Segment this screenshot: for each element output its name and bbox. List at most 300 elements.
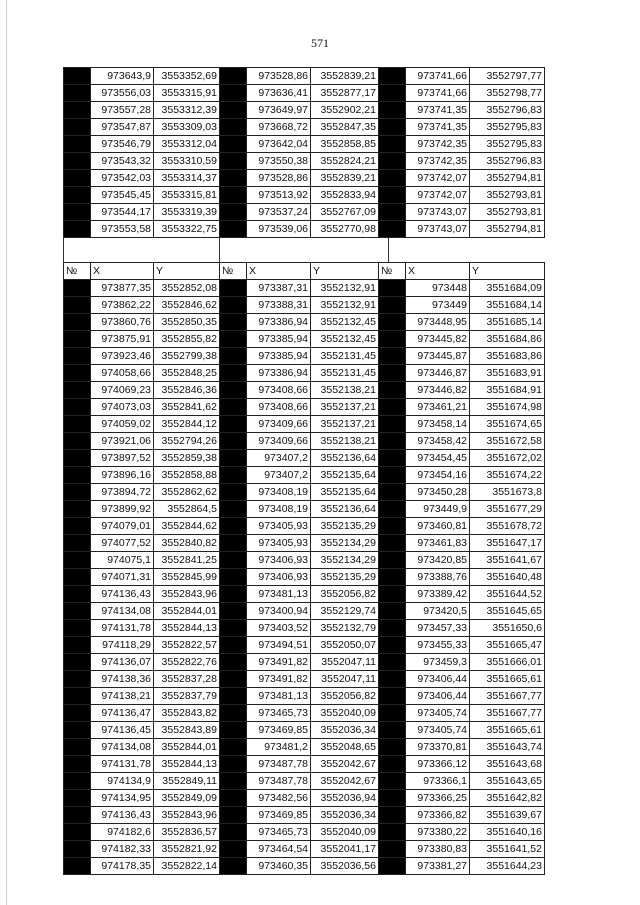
redacted-number-cell: [64, 535, 91, 552]
table-row: [64, 399, 545, 416]
redacted-number-cell: [64, 501, 91, 518]
redacted-number-cell: [64, 637, 91, 654]
coord-x-cell: 973899,92: [91, 501, 154, 518]
coord-y-cell: 3551666,01: [470, 654, 545, 671]
coord-y-cell: 3551685,14: [470, 314, 545, 331]
coord-y-cell: 3552138,21: [311, 433, 379, 450]
coord-x-cell: 973553,58: [91, 221, 154, 238]
table-row: [64, 756, 545, 773]
coord-x-cell: 973481,2: [247, 739, 311, 756]
coordinates-table-bottom: [63, 262, 545, 875]
coord-y-cell: 3552041,17: [311, 841, 379, 858]
coordinates-table-top: [63, 67, 545, 238]
coord-x-cell: 973457,33: [406, 620, 470, 637]
header-y-3: Y: [470, 263, 545, 280]
coord-y-cell: 3552844,12: [154, 416, 220, 433]
redacted-number-cell: [64, 348, 91, 365]
coord-x-cell: 974136,45: [91, 722, 154, 739]
coord-x-cell: 973406,93: [247, 552, 311, 569]
redacted-number-cell: [220, 535, 247, 552]
coord-x-cell: 973405,93: [247, 518, 311, 535]
redacted-number-cell: [379, 399, 406, 416]
coord-x-cell: 973860,76: [91, 314, 154, 331]
coord-y-cell: 3552050,07: [311, 637, 379, 654]
coord-y-cell: 3552839,21: [311, 170, 379, 187]
coord-x-cell: 974075,1: [91, 552, 154, 569]
redacted-number-cell: [64, 136, 91, 153]
coord-y-cell: 3552837,79: [154, 688, 220, 705]
redacted-number-cell: [379, 119, 406, 136]
redacted-number-cell: [379, 221, 406, 238]
coord-x-cell: 973446,82: [406, 382, 470, 399]
redacted-number-cell: [220, 569, 247, 586]
coord-y-cell: 3552042,67: [311, 773, 379, 790]
coord-y-cell: 3552844,13: [154, 756, 220, 773]
coord-y-cell: 3551674,65: [470, 416, 545, 433]
table-row: [64, 671, 545, 688]
coord-x-cell: 974069,23: [91, 382, 154, 399]
coord-x-cell: 973482,56: [247, 790, 311, 807]
redacted-number-cell: [220, 102, 247, 119]
coord-x-cell: 974136,43: [91, 807, 154, 824]
coord-y-cell: 3552136,64: [311, 501, 379, 518]
coord-y-cell: 3551643,68: [470, 756, 545, 773]
table-row: [64, 68, 545, 85]
coord-x-cell: 973387,31: [247, 280, 311, 297]
redacted-number-cell: [220, 807, 247, 824]
redacted-number-cell: [220, 773, 247, 790]
coord-y-cell: 3552821,92: [154, 841, 220, 858]
redacted-number-cell: [379, 739, 406, 756]
redacted-number-cell: [379, 790, 406, 807]
redacted-number-cell: [64, 773, 91, 790]
coord-y-cell: 3551640,48: [470, 569, 545, 586]
redacted-number-cell: [220, 756, 247, 773]
table-row: [64, 85, 545, 102]
coord-x-cell: 973460,81: [406, 518, 470, 535]
redacted-number-cell: [220, 603, 247, 620]
coord-y-cell: 3551683,91: [470, 365, 545, 382]
redacted-number-cell: [64, 552, 91, 569]
coord-x-cell: 973448: [406, 280, 470, 297]
redacted-number-cell: [379, 569, 406, 586]
redacted-number-cell: [379, 170, 406, 187]
redacted-number-cell: [220, 586, 247, 603]
redacted-number-cell: [220, 119, 247, 136]
redacted-number-cell: [220, 153, 247, 170]
coord-x-cell: 973491,82: [247, 654, 311, 671]
coord-y-cell: 3552795,83: [470, 119, 545, 136]
coord-x-cell: 973461,83: [406, 535, 470, 552]
coord-y-cell: 3552841,25: [154, 552, 220, 569]
coord-x-cell: 973894,72: [91, 484, 154, 501]
redacted-number-cell: [220, 790, 247, 807]
redacted-number-cell: [379, 773, 406, 790]
coord-y-cell: 3552799,38: [154, 348, 220, 365]
coord-y-cell: 3551672,02: [470, 450, 545, 467]
coord-x-cell: 973385,94: [247, 348, 311, 365]
redacted-number-cell: [220, 221, 247, 238]
coord-y-cell: 3551674,98: [470, 399, 545, 416]
coord-x-cell: 973386,94: [247, 314, 311, 331]
coord-y-cell: 3552858,85: [311, 136, 379, 153]
coord-x-cell: 973405,74: [406, 705, 470, 722]
coord-x-cell: 973649,97: [247, 102, 311, 119]
coord-y-cell: 3552036,34: [311, 722, 379, 739]
table-row: [64, 280, 545, 297]
coord-y-cell: 3552132,91: [311, 280, 379, 297]
redacted-number-cell: [220, 170, 247, 187]
coord-y-cell: 3552902,21: [311, 102, 379, 119]
coord-y-cell: 3552132,91: [311, 297, 379, 314]
header-no-1: №: [64, 263, 91, 280]
redacted-number-cell: [379, 314, 406, 331]
coord-y-cell: 3552877,17: [311, 85, 379, 102]
redacted-number-cell: [220, 365, 247, 382]
coord-x-cell: 973449,9: [406, 501, 470, 518]
coord-y-cell: 3552843,96: [154, 807, 220, 824]
header-x-2: X: [247, 263, 311, 280]
coord-y-cell: 3552794,81: [470, 170, 545, 187]
coord-x-cell: 973381,27: [406, 858, 470, 875]
header-y-2: Y: [311, 263, 379, 280]
redacted-number-cell: [220, 204, 247, 221]
redacted-number-cell: [64, 433, 91, 450]
redacted-number-cell: [64, 671, 91, 688]
coord-y-cell: 3552040,09: [311, 705, 379, 722]
redacted-number-cell: [64, 620, 91, 637]
redacted-number-cell: [379, 136, 406, 153]
table-row: [64, 858, 545, 875]
redacted-number-cell: [64, 119, 91, 136]
coord-x-cell: 973408,66: [247, 399, 311, 416]
coord-x-cell: 973408,66: [247, 382, 311, 399]
coord-x-cell: 973544,17: [91, 204, 154, 221]
coord-x-cell: 973380,22: [406, 824, 470, 841]
coord-x-cell: 973366,25: [406, 790, 470, 807]
coord-x-cell: 973449: [406, 297, 470, 314]
coord-x-cell: 973455,33: [406, 637, 470, 654]
redacted-number-cell: [379, 535, 406, 552]
coord-y-cell: 3551641,52: [470, 841, 545, 858]
coord-y-cell: 3553319,39: [154, 204, 220, 221]
redacted-number-cell: [220, 654, 247, 671]
gap-divider-mid: [219, 237, 220, 262]
redacted-number-cell: [64, 467, 91, 484]
coord-x-cell: 974134,95: [91, 790, 154, 807]
coord-y-cell: 3552844,01: [154, 603, 220, 620]
coord-y-cell: 3552849,09: [154, 790, 220, 807]
table-row: [64, 688, 545, 705]
coord-x-cell: 973386,94: [247, 365, 311, 382]
coord-y-cell: 3552836,57: [154, 824, 220, 841]
coord-x-cell: 973405,74: [406, 722, 470, 739]
table-row: [64, 170, 545, 187]
redacted-number-cell: [379, 705, 406, 722]
table-row: [64, 136, 545, 153]
coord-x-cell: 973741,35: [406, 119, 470, 136]
coord-x-cell: 973366,12: [406, 756, 470, 773]
redacted-number-cell: [64, 858, 91, 875]
coord-x-cell: 973528,86: [247, 170, 311, 187]
coord-x-cell: 973406,93: [247, 569, 311, 586]
coord-y-cell: 3552844,62: [154, 518, 220, 535]
redacted-number-cell: [379, 467, 406, 484]
coord-y-cell: 3552132,45: [311, 314, 379, 331]
coord-x-cell: 974136,07: [91, 654, 154, 671]
redacted-number-cell: [220, 297, 247, 314]
gap-divider-left: [63, 237, 64, 262]
coord-y-cell: 3552822,57: [154, 637, 220, 654]
redacted-number-cell: [64, 807, 91, 824]
coord-y-cell: 3552833,94: [311, 187, 379, 204]
coord-x-cell: 973550,38: [247, 153, 311, 170]
coord-x-cell: 973366,1: [406, 773, 470, 790]
table-row: [64, 790, 545, 807]
coord-x-cell: 973469,85: [247, 722, 311, 739]
coord-x-cell: 973542,03: [91, 170, 154, 187]
table-row: [64, 569, 545, 586]
table-row: [64, 518, 545, 535]
redacted-number-cell: [64, 331, 91, 348]
coord-x-cell: 973380,83: [406, 841, 470, 858]
coord-y-cell: 3553315,91: [154, 85, 220, 102]
header-no-3: №: [379, 263, 406, 280]
coord-x-cell: 973481,13: [247, 688, 311, 705]
redacted-number-cell: [220, 467, 247, 484]
coord-y-cell: 3552822,14: [154, 858, 220, 875]
coord-y-cell: 3552056,82: [311, 586, 379, 603]
coord-x-cell: 973513,92: [247, 187, 311, 204]
redacted-number-cell: [379, 204, 406, 221]
coord-y-cell: 3551644,52: [470, 586, 545, 603]
coord-x-cell: 973420,85: [406, 552, 470, 569]
coord-x-cell: 973923,46: [91, 348, 154, 365]
coord-x-cell: 973547,87: [91, 119, 154, 136]
redacted-number-cell: [64, 85, 91, 102]
redacted-number-cell: [220, 688, 247, 705]
coord-y-cell: 3552794,81: [470, 221, 545, 238]
coord-x-cell: 973445,82: [406, 331, 470, 348]
redacted-number-cell: [379, 331, 406, 348]
redacted-number-cell: [220, 705, 247, 722]
coord-x-cell: 973445,87: [406, 348, 470, 365]
coord-y-cell: 3552040,09: [311, 824, 379, 841]
redacted-number-cell: [64, 382, 91, 399]
coord-y-cell: 3552047,11: [311, 671, 379, 688]
table-row: [64, 654, 545, 671]
table-row: [64, 416, 545, 433]
redacted-number-cell: [64, 654, 91, 671]
coord-y-cell: 3553352,69: [154, 68, 220, 85]
coord-x-cell: 973450,28: [406, 484, 470, 501]
coord-y-cell: 3551677,29: [470, 501, 545, 518]
redacted-number-cell: [64, 187, 91, 204]
redacted-number-cell: [220, 314, 247, 331]
redacted-number-cell: [64, 739, 91, 756]
redacted-number-cell: [220, 85, 247, 102]
redacted-number-cell: [379, 620, 406, 637]
coord-y-cell: 3552824,21: [311, 153, 379, 170]
table-row: [64, 824, 545, 841]
redacted-number-cell: [220, 331, 247, 348]
coord-x-cell: 974134,9: [91, 773, 154, 790]
coord-x-cell: 973742,07: [406, 170, 470, 187]
redacted-number-cell: [220, 501, 247, 518]
coord-y-cell: 3552794,26: [154, 433, 220, 450]
coord-y-cell: 3552796,83: [470, 153, 545, 170]
coord-y-cell: 3552844,13: [154, 620, 220, 637]
coord-y-cell: 3553312,39: [154, 102, 220, 119]
coord-y-cell: 3552795,83: [470, 136, 545, 153]
redacted-number-cell: [379, 85, 406, 102]
table-row: [64, 841, 545, 858]
coord-y-cell: 3552798,77: [470, 85, 545, 102]
coord-y-cell: 3551684,91: [470, 382, 545, 399]
redacted-number-cell: [220, 382, 247, 399]
redacted-number-cell: [64, 102, 91, 119]
redacted-number-cell: [379, 671, 406, 688]
redacted-number-cell: [220, 552, 247, 569]
coord-x-cell: 974131,78: [91, 756, 154, 773]
coord-y-cell: 3552846,62: [154, 297, 220, 314]
coord-x-cell: 973420,5: [406, 603, 470, 620]
redacted-number-cell: [379, 688, 406, 705]
coord-y-cell: 3551667,77: [470, 688, 545, 705]
coord-x-cell: 973896,16: [91, 467, 154, 484]
redacted-number-cell: [379, 416, 406, 433]
redacted-number-cell: [64, 450, 91, 467]
coord-y-cell: 3552793,81: [470, 204, 545, 221]
page-number: 571: [311, 36, 329, 50]
coord-x-cell: 973465,73: [247, 705, 311, 722]
coord-x-cell: 973408,19: [247, 501, 311, 518]
table-row: [64, 739, 545, 756]
coord-y-cell: 3552844,01: [154, 739, 220, 756]
coord-x-cell: 973454,16: [406, 467, 470, 484]
coord-x-cell: 974178,35: [91, 858, 154, 875]
table-row: [64, 102, 545, 119]
coord-y-cell: 3552132,79: [311, 620, 379, 637]
redacted-number-cell: [220, 518, 247, 535]
redacted-number-cell: [379, 603, 406, 620]
coord-x-cell: 974182,6: [91, 824, 154, 841]
coord-y-cell: 3551665,47: [470, 637, 545, 654]
redacted-number-cell: [64, 705, 91, 722]
coord-x-cell: 973668,72: [247, 119, 311, 136]
coord-x-cell: 973389,42: [406, 586, 470, 603]
table-row: [64, 467, 545, 484]
redacted-number-cell: [220, 68, 247, 85]
table-row: [64, 620, 545, 637]
coord-y-cell: 3552042,67: [311, 756, 379, 773]
coord-x-cell: 973458,42: [406, 433, 470, 450]
coord-x-cell: 973385,94: [247, 331, 311, 348]
redacted-number-cell: [220, 722, 247, 739]
redacted-number-cell: [64, 365, 91, 382]
coord-x-cell: 973465,73: [247, 824, 311, 841]
redacted-number-cell: [220, 136, 247, 153]
redacted-number-cell: [220, 416, 247, 433]
coord-y-cell: 3552134,29: [311, 552, 379, 569]
coord-x-cell: 973464,54: [247, 841, 311, 858]
coord-y-cell: 3552858,88: [154, 467, 220, 484]
coord-y-cell: 3552822,76: [154, 654, 220, 671]
header-no-2: №: [220, 263, 247, 280]
coord-x-cell: 973487,78: [247, 756, 311, 773]
coord-y-cell: 3552849,11: [154, 773, 220, 790]
coord-y-cell: 3553314,37: [154, 170, 220, 187]
redacted-number-cell: [64, 153, 91, 170]
coord-y-cell: 3551640,16: [470, 824, 545, 841]
table-row: [64, 773, 545, 790]
coord-y-cell: 3552797,77: [470, 68, 545, 85]
coord-x-cell: 973741,66: [406, 68, 470, 85]
coord-x-cell: 973741,35: [406, 102, 470, 119]
coord-y-cell: 3551667,77: [470, 705, 545, 722]
coord-x-cell: 973366,82: [406, 807, 470, 824]
redacted-number-cell: [64, 790, 91, 807]
redacted-number-cell: [220, 824, 247, 841]
coord-x-cell: 974073,03: [91, 399, 154, 416]
redacted-number-cell: [379, 484, 406, 501]
redacted-number-cell: [220, 399, 247, 416]
coord-x-cell: 973370,81: [406, 739, 470, 756]
coord-x-cell: 973877,35: [91, 280, 154, 297]
coord-x-cell: 973446,87: [406, 365, 470, 382]
coord-y-cell: 3551642,82: [470, 790, 545, 807]
coord-y-cell: 3551673,8: [470, 484, 545, 501]
coord-y-cell: 3552796,83: [470, 102, 545, 119]
table-row: [64, 637, 545, 654]
coord-y-cell: 3552845,99: [154, 569, 220, 586]
coord-y-cell: 3551684,86: [470, 331, 545, 348]
redacted-number-cell: [64, 170, 91, 187]
coord-y-cell: 3551643,65: [470, 773, 545, 790]
coord-y-cell: 3551678,72: [470, 518, 545, 535]
table-row: [64, 705, 545, 722]
gap-divider-right: [388, 237, 389, 262]
table-row: [64, 603, 545, 620]
table-row: [64, 501, 545, 518]
coord-x-cell: 973469,85: [247, 807, 311, 824]
table-row: [64, 535, 545, 552]
coord-x-cell: 973454,45: [406, 450, 470, 467]
coord-x-cell: 973556,03: [91, 85, 154, 102]
table-row: [64, 314, 545, 331]
redacted-number-cell: [64, 841, 91, 858]
coord-y-cell: 3552135,64: [311, 467, 379, 484]
coord-x-cell: 973545,45: [91, 187, 154, 204]
coord-y-cell: 3552862,62: [154, 484, 220, 501]
header-y-1: Y: [154, 263, 220, 280]
coord-x-cell: 973407,2: [247, 450, 311, 467]
redacted-number-cell: [379, 756, 406, 773]
table-row: [64, 807, 545, 824]
redacted-number-cell: [220, 280, 247, 297]
redacted-number-cell: [64, 586, 91, 603]
redacted-number-cell: [379, 552, 406, 569]
coord-x-cell: 974136,43: [91, 586, 154, 603]
coord-x-cell: 974138,21: [91, 688, 154, 705]
coord-y-cell: 3552134,29: [311, 535, 379, 552]
coord-x-cell: 974118,29: [91, 637, 154, 654]
coord-y-cell: 3552056,82: [311, 688, 379, 705]
coord-y-cell: 3551647,17: [470, 535, 545, 552]
coord-x-cell: 973742,35: [406, 153, 470, 170]
coord-y-cell: 3551644,23: [470, 858, 545, 875]
table-row: [64, 153, 545, 170]
